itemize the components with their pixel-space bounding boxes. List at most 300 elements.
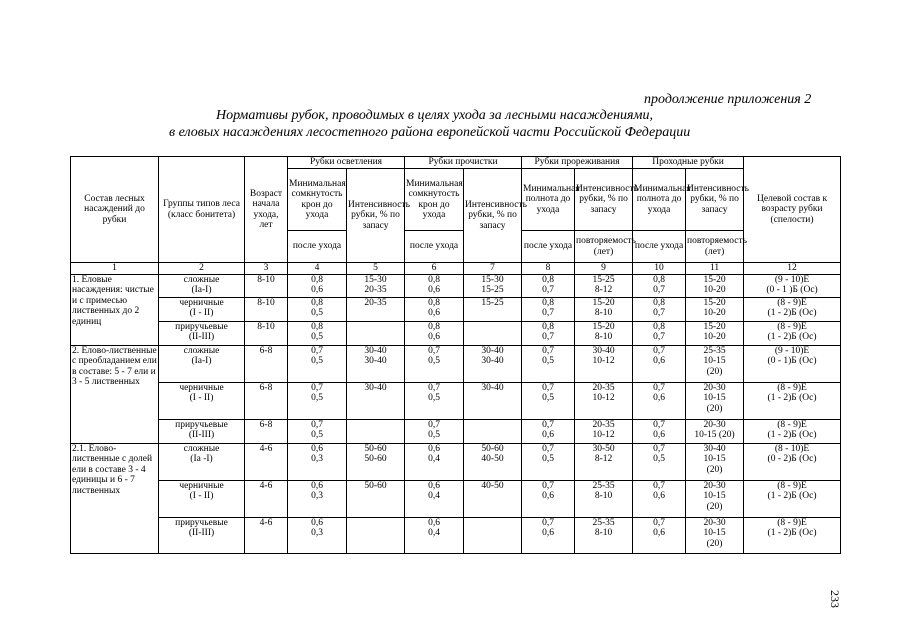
value-cell-c9 [575,345,633,382]
value-cell-c4-line: 0,6 [311,285,323,295]
value-cell-c11-line: 10-15 [703,393,726,403]
header-min-density: Минимальная полнота до ухода [633,169,686,231]
value-cell-c5 [347,345,405,382]
forest-type-cell [159,297,245,321]
value-cell-c4-line: 0,7 [311,345,323,356]
value-cell-c5-line: 50-60 [364,454,387,464]
table-row [71,443,841,480]
value-cell-c9-line: 15-20 [592,321,615,332]
value-cell-c11 [686,297,744,321]
value-cell-c11-line: 10-20 [703,285,726,295]
value-cell-c4-line: 0,6 [311,517,323,528]
value-cell-c10-line: 0,6 [653,356,665,366]
forest-type-cell-line: сложные [183,274,220,285]
value-cell-c11-line: 20-30 [703,517,726,528]
value-cell-c9 [575,480,633,517]
value-cell-c10-line: 0,7 [653,480,665,491]
value-cell-c10 [633,321,686,345]
value-cell-c6-line: 0,6 [428,517,440,528]
value-cell-c12-line: (8 - 10)Е [774,443,810,454]
value-cell-c7-line: 15-25 [481,297,504,308]
forest-type-cell [159,517,245,553]
column-number: 10 [633,263,686,275]
column-number: 9 [575,263,633,275]
header-composition: Состав лесных насаждений до рубки [71,157,159,263]
value-cell-c4-line: 0,5 [311,356,323,366]
value-cell-c12-line: (1 - 2)Б (Ос) [767,528,817,538]
title-line-2: в еловых насаждениях лесостепного района европейской части Российской Федерации [169,125,691,140]
value-cell-c5-line: 50-60 [364,480,387,491]
age-cell-line: 8-10 [257,321,275,332]
value-cell-c12-line: (1 - 2)Б (Ос) [767,332,817,342]
value-cell-c8-line: 0,7 [542,285,554,295]
value-cell-c9-line: 20-35 [592,419,615,430]
age-cell-line: 8-10 [257,297,275,308]
value-cell-c6-line: 0,4 [428,528,440,538]
value-cell-c7 [464,274,522,297]
value-cell-c6 [405,297,464,321]
forest-type-cell-line: (II-III) [188,528,215,538]
value-cell-c5-line: 20-35 [364,297,387,308]
value-cell-c12-line: (0 - 1 )Б (Ос) [766,285,818,295]
value-cell-c7-line: 30-40 [481,356,504,366]
forest-type-cell-line: (Ia-I) [191,285,212,295]
value-cell-c4 [288,274,347,297]
value-cell-c6-line: 0,4 [428,454,440,464]
value-cell-c7 [464,382,522,419]
value-cell-c12-line: (9 - 10)Е [774,274,810,285]
age-cell-line: 6-8 [259,382,273,393]
value-cell-c8 [522,345,575,382]
value-cell-c6-line: 0,8 [428,274,440,285]
value-cell-c12-line: (8 - 9)Е [777,382,807,393]
value-cell-c12 [744,443,841,480]
value-cell-c4 [288,419,347,443]
table-row [71,321,841,345]
value-cell-c10-line: 0,8 [653,297,665,308]
value-cell-c9-line: 8-10 [594,528,613,538]
value-cell-c4-line: 0,5 [311,308,323,318]
age-cell [245,419,288,443]
table-row [71,345,841,382]
value-cell-c6-line: 0,8 [428,297,440,308]
value-cell-c10-line: 0,7 [653,332,665,342]
value-cell-c8-line: 0,8 [542,274,554,285]
value-cell-c4 [288,517,347,553]
forest-type-cell-line: черничные [179,297,224,308]
value-cell-c12 [744,321,841,345]
age-cell-line: 6-8 [259,345,273,356]
value-cell-c4 [288,443,347,480]
value-cell-c11-line: (20) [706,366,723,377]
value-cell-c6 [405,480,464,517]
value-cell-c8-line: 0,5 [542,454,554,464]
value-cell-c9-line: 8-10 [594,332,613,342]
value-cell-c11-line: 20-30 [703,480,726,491]
value-cell-c12-line: (1 - 2)Б (Ос) [767,430,817,440]
table-row [71,274,841,297]
column-number: 5 [347,263,405,275]
value-cell-c6 [405,321,464,345]
value-cell-c5 [347,517,405,553]
value-cell-c9 [575,321,633,345]
table-row [71,382,841,419]
value-cell-c11-line: 20-30 [703,419,726,430]
value-cell-c8-line: 0,6 [542,491,554,501]
value-cell-c8 [522,297,575,321]
value-cell-c8 [522,443,575,480]
header-after: после ухода [405,231,464,263]
value-cell-c7 [464,480,522,517]
value-cell-c7-line: 15-25 [481,285,504,295]
value-cell-c12-line: (0 - 2)Б (Ос) [767,454,817,464]
table-row [71,517,841,553]
header-clearing: Рубки осветления [288,157,405,169]
table-row [71,480,841,517]
value-cell-c9-line: 15-20 [592,297,615,308]
header-forest-groups: Группы типов леса (класс бонитета) [159,157,245,263]
value-cell-c4 [288,345,347,382]
value-cell-c7-line: 15-30 [481,274,504,285]
column-number: 4 [288,263,347,275]
value-cell-c10 [633,480,686,517]
page-number: 233 [828,590,842,608]
value-cell-c11-line: 30-40 [703,443,726,454]
value-cell-c10 [633,297,686,321]
age-cell [245,517,288,553]
value-cell-c10-line: 0,8 [653,321,665,332]
value-cell-c12-line: (8 - 9)Е [777,517,807,528]
forest-type-cell-line: (I - II) [189,491,214,501]
header-repeat: повторяемость (лет) [575,231,633,263]
age-cell [245,345,288,382]
age-cell-line: 8-10 [257,274,275,285]
value-cell-c10-line: 0,7 [653,345,665,356]
value-cell-c8-line: 0,7 [542,480,554,491]
value-cell-c9-line: 8-12 [594,285,613,295]
value-cell-c11 [686,419,744,443]
value-cell-c6-line: 0,5 [428,356,440,366]
value-cell-c4 [288,321,347,345]
forest-type-cell-line: (II-III) [188,332,215,342]
value-cell-c12-line: (8 - 9)Е [777,321,807,332]
value-cell-c4-line: 0,8 [311,297,323,308]
value-cell-c6-line: 0,6 [428,285,440,295]
value-cell-c11 [686,345,744,382]
value-cell-c5-line: 15-30 [364,274,387,285]
age-cell [245,321,288,345]
value-cell-c9-line: 25-35 [592,517,615,528]
value-cell-c8-line: 0,8 [542,321,554,332]
forest-type-cell-line: (II-III) [188,430,215,440]
value-cell-c7-line: 30-40 [481,382,504,393]
value-cell-c11 [686,480,744,517]
value-cell-c5 [347,443,405,480]
value-cell-c6-line: 0,6 [428,480,440,491]
header-repeat: повторяемость (лет) [686,231,744,263]
value-cell-c9 [575,274,633,297]
value-cell-c4-line: 0,7 [311,419,323,430]
value-cell-c12-line: (1 - 2)Б (Ос) [767,491,817,501]
header-intensity: Интенсивность рубки, % по запасу [347,169,405,263]
value-cell-c8-line: 0,7 [542,517,554,528]
value-cell-c6-line: 0,6 [428,332,440,342]
age-cell [245,274,288,297]
value-cell-c12-line: (1 - 2)Б (Ос) [767,393,817,403]
forest-type-cell-line: (Ia -I) [190,454,213,464]
header-after: после ухода [633,231,686,263]
forest-type-cell-line: сложные [183,345,220,356]
value-cell-c5-line: 20-35 [364,285,387,295]
header-min-closure: Минимальная сомкнутость крон до ухода [405,169,464,231]
header-passing: Проходные рубки [633,157,744,169]
value-cell-c11 [686,382,744,419]
value-cell-c6-line: 0,5 [428,393,440,403]
value-cell-c7 [464,297,522,321]
value-cell-c8-line: 0,7 [542,308,554,318]
value-cell-c4-line: 0,5 [311,430,323,440]
value-cell-c9-line: 30-50 [592,443,615,454]
value-cell-c9 [575,443,633,480]
value-cell-c10-line: 0,7 [653,517,665,528]
header-after: после ухода [288,231,347,263]
column-number: 12 [744,263,841,275]
table-row [71,419,841,443]
value-cell-c7 [464,345,522,382]
value-cell-c6 [405,274,464,297]
value-cell-c4-line: 0,8 [311,274,323,285]
value-cell-c6-line: 0,8 [428,321,440,332]
header-after: после ухода [522,231,575,263]
value-cell-c4-line: 0,6 [311,443,323,454]
value-cell-c11-line: (20) [706,403,723,414]
value-cell-c10-line: 0,6 [653,393,665,403]
header-age: Возраст начала ухода, лет [245,157,288,263]
value-cell-c6 [405,345,464,382]
value-cell-c7-line: 40-50 [481,454,504,464]
value-cell-c12 [744,345,841,382]
composition-cell: 2. Елово-лиственные с преобладанием ели в составе: 5 - 7 ели и 3 - 5 лиственных [71,345,159,443]
value-cell-c7 [464,517,522,553]
value-cell-c11-line: 10-15 [703,528,726,538]
value-cell-c8-line: 0,7 [542,443,554,454]
value-cell-c10-line: 0,6 [653,491,665,501]
value-cell-c11-line: (20) [706,464,723,475]
column-number: 3 [245,263,288,275]
value-cell-c8-line: 0,7 [542,382,554,393]
value-cell-c10 [633,345,686,382]
forest-type-cell-line: черничные [179,480,224,491]
value-cell-c9-line: 10-12 [592,430,615,440]
forest-type-cell [159,480,245,517]
value-cell-c4-line: 0,5 [311,332,323,342]
value-cell-c10-line: 0,7 [653,382,665,393]
age-cell-line: 4-6 [259,443,273,454]
age-cell [245,382,288,419]
age-cell-line: 4-6 [259,517,273,528]
value-cell-c9 [575,517,633,553]
value-cell-c12-line: (8 - 9)Е [777,480,807,491]
value-cell-c11-line: 15-20 [703,274,726,285]
forest-type-cell [159,321,245,345]
value-cell-c11-line: 15-20 [703,321,726,332]
value-cell-c10-line: 0,7 [653,308,665,318]
forest-type-cell-line: приручьевые [175,321,228,332]
value-cell-c8 [522,382,575,419]
value-cell-c4-line: 0,8 [311,321,323,332]
value-cell-c9-line: 15-25 [592,274,615,285]
value-cell-c6 [405,443,464,480]
value-cell-c6 [405,419,464,443]
value-cell-c11 [686,443,744,480]
value-cell-c11-line: 10-20 [703,332,726,342]
column-number: 2 [159,263,245,275]
value-cell-c4-line: 0,6 [311,480,323,491]
value-cell-c10 [633,443,686,480]
forest-type-cell [159,443,245,480]
value-cell-c11-line: 25-35 [703,345,726,356]
value-cell-c5 [347,274,405,297]
value-cell-c8 [522,274,575,297]
value-cell-c12-line: (0 - 1)Б (Ос) [767,356,817,366]
composition-cell: 1. Еловые насаждения: чистые и с примесью лиственных до 2 единиц [71,274,159,345]
value-cell-c10 [633,382,686,419]
value-cell-c5-line: 30-40 [364,345,387,356]
value-cell-c10-line: 0,6 [653,528,665,538]
value-cell-c12 [744,480,841,517]
forest-type-cell [159,419,245,443]
header-intensity: Интенсивность рубки, % по запасу [575,169,633,231]
value-cell-c5-line: 50-60 [364,443,387,454]
value-cell-c5 [347,419,405,443]
value-cell-c5-line: 30-40 [364,382,387,393]
value-cell-c11-line: (20) [706,501,723,512]
value-cell-c8-line: 0,6 [542,528,554,538]
value-cell-c8-line: 0,7 [542,345,554,356]
column-number: 11 [686,263,744,275]
value-cell-c8 [522,321,575,345]
value-cell-c10 [633,517,686,553]
value-cell-c9-line: 10-12 [592,393,615,403]
value-cell-c7-line: 30-40 [481,345,504,356]
value-cell-c8-line: 0,6 [542,430,554,440]
value-cell-c9 [575,419,633,443]
age-cell-line: 4-6 [259,480,273,491]
composition-cell: 2.1. Елово-лиственные с долей ели в составе 3 - 4 единицы и 6 - 7 лиственных [71,443,159,553]
value-cell-c9-line: 10-12 [592,356,615,366]
value-cell-c9-line: 25-35 [592,480,615,491]
column-number: 8 [522,263,575,275]
value-cell-c6-line: 0,7 [428,419,440,430]
value-cell-c9 [575,382,633,419]
value-cell-c10-line: 0,5 [653,454,665,464]
value-cell-c4-line: 0,5 [311,393,323,403]
forest-type-cell [159,345,245,382]
value-cell-c8-line: 0,8 [542,297,554,308]
value-cell-c8-line: 0,7 [542,419,554,430]
value-cell-c10-line: 0,6 [653,430,665,440]
value-cell-c9-line: 8-10 [594,491,613,501]
header-min-closure: Минимальная сомкнутость крон до ухода [288,169,347,231]
value-cell-c4 [288,382,347,419]
header-intensity: Интенсивность рубки, % по запасу [686,169,744,231]
value-cell-c11 [686,517,744,553]
value-cell-c8-line: 0,5 [542,393,554,403]
value-cell-c4 [288,297,347,321]
value-cell-c9 [575,297,633,321]
header-min-density: Минимальная полнота до ухода [522,169,575,231]
value-cell-c6 [405,517,464,553]
value-cell-c6-line: 0,7 [428,345,440,356]
forest-type-cell-line: (Ia-I) [191,356,212,366]
value-cell-c11 [686,321,744,345]
value-cell-c8 [522,419,575,443]
value-cell-c9-line: 8-10 [594,308,613,318]
value-cell-c10-line: 0,7 [653,285,665,295]
value-cell-c10-line: 0,8 [653,274,665,285]
age-cell [245,297,288,321]
value-cell-c12 [744,297,841,321]
forest-type-cell-line: приручьевые [175,517,228,528]
value-cell-c4 [288,480,347,517]
value-cell-c12 [744,517,841,553]
value-cell-c5 [347,382,405,419]
value-cell-c6-line: 0,6 [428,308,440,318]
value-cell-c12 [744,419,841,443]
value-cell-c7 [464,443,522,480]
value-cell-c4-line: 0,7 [311,382,323,393]
forest-type-cell-line: (I - II) [189,393,214,403]
value-cell-c8 [522,517,575,553]
value-cell-c11-line: 10-20 [703,308,726,318]
value-cell-c5-line: 30-40 [364,356,387,366]
value-cell-c12-line: (9 - 10)Е [774,345,810,356]
column-number: 6 [405,263,464,275]
forest-type-cell-line: (I - II) [189,308,214,318]
value-cell-c11 [686,274,744,297]
forest-type-cell-line: сложные [183,443,220,454]
value-cell-c10-line: 0,7 [653,419,665,430]
value-cell-c11-line: 20-30 [703,382,726,393]
value-cell-c9-line: 8-12 [594,454,613,464]
value-cell-c6-line: 0,5 [428,430,440,440]
value-cell-c4-line: 0,3 [311,491,323,501]
header-thinning: Рубки прореживания [522,157,633,169]
value-cell-c11-line: 10-15 (20) [694,430,735,440]
forest-type-cell [159,382,245,419]
value-cell-c4-line: 0,3 [311,454,323,464]
value-cell-c5 [347,297,405,321]
value-cell-c7-line: 40-50 [481,480,504,491]
value-cell-c9-line: 20-35 [592,382,615,393]
value-cell-c9-line: 30-40 [592,345,615,356]
value-cell-c11-line: 10-15 [703,454,726,464]
forest-type-cell-line: черничные [179,382,224,393]
header-target: Целевой состав к возрасту рубки (спелости) [744,157,841,263]
value-cell-c10 [633,274,686,297]
value-cell-c7-line: 50-60 [481,443,504,454]
value-cell-c12-line: (1 - 2)Б (Ос) [767,308,817,318]
value-cell-c10 [633,419,686,443]
age-cell-line: 6-8 [259,419,273,430]
value-cell-c6-line: 0,4 [428,491,440,501]
value-cell-c12 [744,382,841,419]
value-cell-c12 [744,274,841,297]
column-number: 7 [464,263,522,275]
norms-table [70,156,841,554]
value-cell-c6-line: 0,6 [428,443,440,454]
forest-type-cell-line: приручьевые [175,419,228,430]
